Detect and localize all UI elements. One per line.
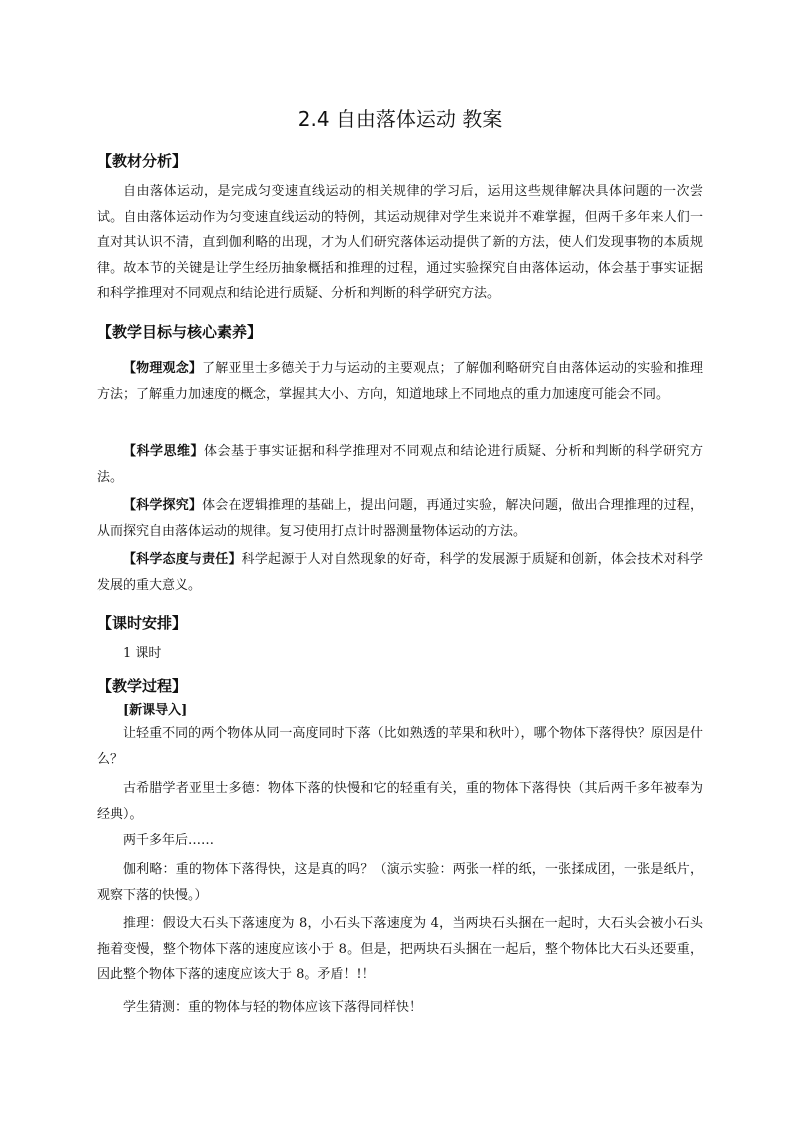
process-paragraph: 伽利略：重的物体下落得快，这是真的吗？（演示实验：两张一样的纸，一张揉成团，一张是纸片，观察下落的快慢。） bbox=[97, 862, 703, 903]
process-paragraph: 两千多年后…… bbox=[123, 833, 215, 848]
goal-text: 体会基于事实证据和科学推理对不同观点和结论进行质疑、分析和判断的科学研究方法。 bbox=[97, 444, 703, 485]
goal-item-scientific-inquiry bbox=[97, 493, 703, 544]
analysis-paragraph: 自由落体运动，是完成匀变速直线运动的相关规律的学习后，运用这些规律解决具体问题的一次尝试。自由落体运动作为匀变速直线运动的特例，其运动规律对学生来说并不难掌握，但两千多年来人们一直对其认识不清，直到伽利略的出现，才为人们研究落体运动提供了新的方法，使人们发现事物的本质规律。故本节的关键是让学生经历抽象概括和推理的过程，通过实验探究自由落体运动，体会基于事实证据和科学推理对不同观点和结论进行质疑、分析和判断的科学研究方法。 bbox=[97, 184, 703, 302]
section-heading-schedule: 【课时安排】 bbox=[97, 614, 188, 632]
goal-text: 体会在逻辑推理的基础上，提出问题，再通过实验，解决问题，做出合理推理的过程，从而探究自由落体运动的规律。复习使用打点计时器测量物体运动的方法。 bbox=[97, 498, 703, 539]
goal-label: 【科学探究】 bbox=[123, 498, 203, 513]
process-paragraph: 古希腊学者亚里士多德：物体下落的快慢和它的轻重有关，重的物体下落得快（其后两千多年被奉为经典）。 bbox=[97, 781, 703, 822]
process-subheading: [新课导入] bbox=[123, 703, 188, 718]
schedule-paragraph: 1 课时 bbox=[123, 646, 162, 661]
process-paragraph: 让轻重不同的两个物体从同一高度同时下落（比如熟透的苹果和秋叶），哪个物体下落得快？原因是什么？ bbox=[97, 726, 703, 767]
goal-item-scientific-thinking bbox=[97, 439, 703, 490]
goal-label: 【物理观念】 bbox=[123, 361, 203, 376]
process-paragraph: 学生猜测：重的物体与轻的物体应该下落得同样快！ bbox=[123, 1000, 423, 1015]
section-heading-goals: 【教学目标与核心素养】 bbox=[97, 323, 263, 341]
process-paragraph: 推理：假设大石头下落速度为 8，小石头下落速度为 4，当两块石头捆在一起时，大石头会被小石头拖着变慢，整个物体下落的速度应该小于 8。但是，把两块石头捆在一起后，整个物体比大石头还要重，因此整个物体下落的速度应该大于 8。矛盾！!！ bbox=[97, 916, 703, 983]
goal-text: 了解亚里士多德关于力与运动的主要观点；了解伽利略研究自由落体运动的实验和推理方法；了解重力加速度的概念，掌握其大小、方向，知道地球上不同地点的重力加速度可能会不同。 bbox=[97, 361, 703, 402]
section-heading-analysis: 【教材分析】 bbox=[97, 152, 188, 170]
goal-item-attitude-responsibility bbox=[97, 547, 703, 598]
goal-label: 【科学态度与责任】 bbox=[123, 552, 242, 567]
document-title: 2.4 自由落体运动 教案 bbox=[297, 107, 503, 131]
goal-text: 科学起源于人对自然现象的好奇，科学的发展源于质疑和创新，体会技术对科学发展的重大意义。 bbox=[97, 552, 703, 593]
section-heading-process: 【教学过程】 bbox=[97, 677, 188, 695]
goal-label: 【科学思维】 bbox=[123, 444, 204, 459]
goal-item-physics-concept bbox=[97, 356, 703, 407]
